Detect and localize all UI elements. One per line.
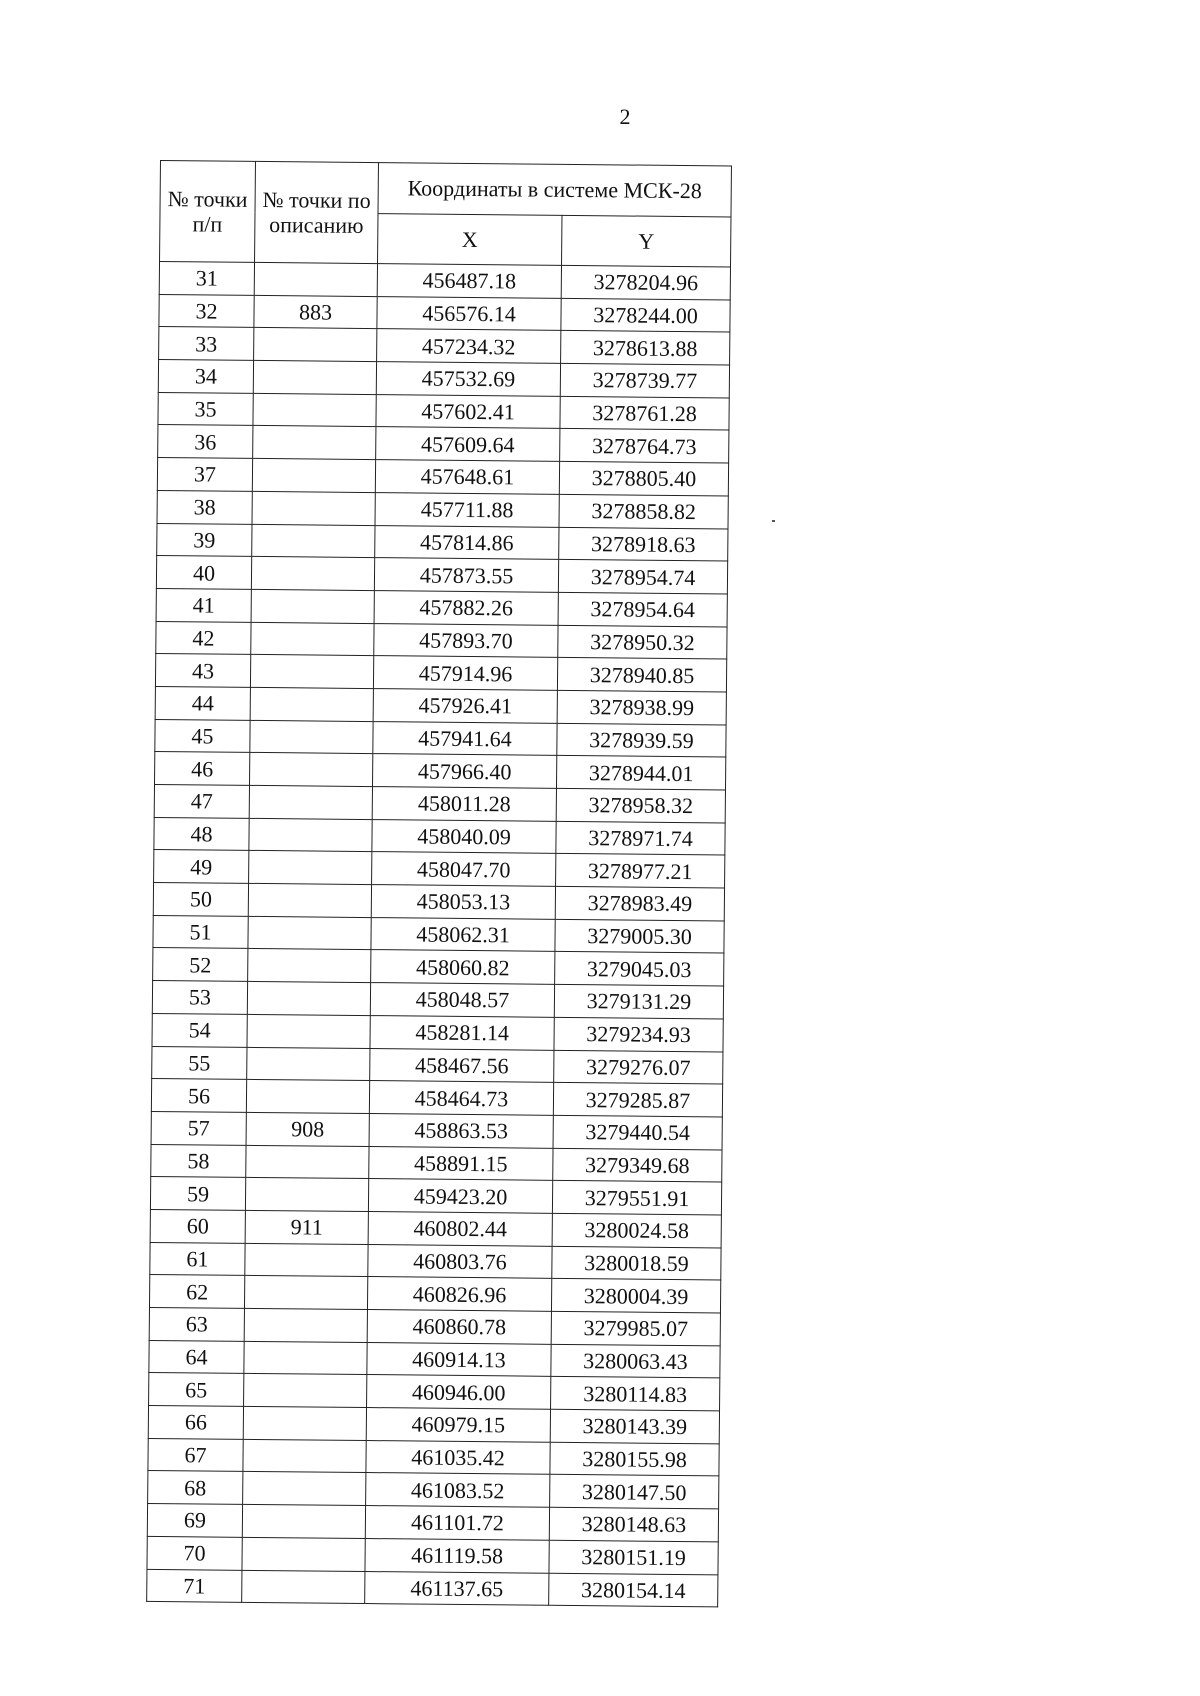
cell-y: 3278944.01 (556, 756, 725, 790)
cell-x: 457926.41 (373, 689, 557, 723)
cell-description-point (253, 360, 376, 394)
cell-description-point (253, 393, 376, 427)
cell-point-number: 68 (148, 1471, 243, 1505)
cell-description-point (243, 1406, 366, 1440)
cell-x: 457814.86 (375, 525, 559, 559)
cell-x: 458060.82 (371, 950, 555, 984)
cell-point-number: 71 (147, 1569, 242, 1603)
cell-x: 456487.18 (377, 264, 561, 298)
cell-description-point (242, 1537, 365, 1571)
cell-point-number: 67 (148, 1438, 243, 1472)
cell-x: 458053.13 (371, 885, 555, 919)
cell-description-point (253, 426, 376, 460)
cell-description-point (245, 1178, 368, 1212)
cell-point-number: 65 (149, 1373, 244, 1407)
table-row (154, 784, 725, 822)
cell-x: 458863.53 (369, 1113, 553, 1147)
cell-x: 457873.55 (374, 558, 558, 592)
cell-description-point (242, 1570, 365, 1604)
table-row (151, 1079, 722, 1117)
cell-y: 3279234.93 (554, 1017, 723, 1051)
cell-x: 460946.00 (367, 1375, 551, 1409)
table-row (156, 621, 727, 659)
cell-description-point (249, 851, 372, 885)
cell-y: 3278244.00 (561, 298, 730, 332)
cell-x: 456576.14 (377, 296, 561, 330)
cell-description-point (249, 818, 372, 852)
cell-description-point: 911 (245, 1210, 368, 1244)
cell-description-point: 908 (246, 1112, 369, 1146)
cell-x: 461101.72 (365, 1506, 549, 1540)
table-row (157, 458, 728, 496)
cell-y: 3280114.83 (551, 1377, 720, 1411)
cell-x: 461119.58 (365, 1538, 549, 1572)
cell-point-number: 54 (152, 1013, 247, 1047)
cell-y: 3279285.87 (553, 1083, 722, 1117)
cell-y: 3280148.63 (549, 1507, 718, 1541)
table-row (159, 262, 730, 300)
cell-y: 3278971.74 (556, 821, 725, 855)
cell-description-point (248, 883, 371, 917)
cell-x: 458062.31 (371, 917, 555, 951)
cell-y: 3279005.30 (555, 919, 724, 953)
cell-description-point (242, 1504, 365, 1538)
cell-y: 3279349.68 (553, 1148, 722, 1182)
cell-description-point (244, 1374, 367, 1408)
cell-point-number: 38 (157, 490, 252, 524)
table-row (149, 1307, 720, 1345)
cell-x: 457602.41 (376, 394, 560, 428)
cell-y: 3278983.49 (555, 886, 724, 920)
cell-x: 460979.15 (366, 1408, 550, 1442)
cell-description-point (249, 785, 372, 819)
cell-point-number: 45 (155, 719, 250, 753)
cell-y: 3279045.03 (555, 952, 724, 986)
cell-point-number: 43 (155, 654, 250, 688)
table-row (157, 490, 728, 528)
cell-description-point (251, 622, 374, 656)
cell-x: 457966.40 (372, 754, 556, 788)
cell-description-point (246, 1145, 369, 1179)
table-row (149, 1275, 720, 1313)
table-row (153, 915, 724, 953)
cell-point-number: 48 (154, 817, 249, 851)
cell-point-number: 59 (150, 1177, 245, 1211)
cell-point-number: 62 (149, 1275, 244, 1309)
cell-x: 460826.96 (367, 1277, 551, 1311)
cell-x: 457914.96 (373, 656, 557, 690)
cell-description-point: 883 (254, 295, 377, 329)
table-row (158, 360, 729, 398)
table-row (159, 294, 730, 332)
cell-y: 3278761.28 (560, 396, 729, 430)
cell-point-number: 46 (155, 752, 250, 786)
cell-x: 457234.32 (377, 329, 561, 363)
cell-x: 457941.64 (373, 721, 557, 755)
cell-description-point (244, 1341, 367, 1375)
cell-y: 3279440.54 (553, 1115, 722, 1149)
cell-x: 458040.09 (372, 819, 556, 853)
cell-y: 3278739.77 (560, 363, 729, 397)
cell-point-number: 33 (159, 327, 254, 361)
cell-point-number: 60 (150, 1209, 245, 1243)
header-row-top (160, 161, 731, 217)
cell-x: 461083.52 (366, 1473, 550, 1507)
table-row (153, 948, 724, 986)
cell-x: 457893.70 (374, 623, 558, 657)
cell-description-point (251, 557, 374, 591)
cell-description-point (254, 328, 377, 362)
cell-point-number: 55 (152, 1046, 247, 1080)
table-row (152, 981, 723, 1019)
cell-description-point (250, 687, 373, 721)
table-row (159, 327, 730, 365)
cell-y: 3278858.82 (559, 494, 728, 528)
cell-description-point (245, 1243, 368, 1277)
cell-point-number: 61 (150, 1242, 245, 1276)
cell-x: 457711.88 (375, 492, 559, 526)
cell-point-number: 41 (156, 588, 251, 622)
cell-description-point (248, 916, 371, 950)
table-row (149, 1373, 720, 1411)
cell-y: 3278613.88 (561, 331, 730, 365)
cell-description-point (246, 1080, 369, 1114)
cell-point-number: 50 (153, 883, 248, 917)
cell-description-point (250, 753, 373, 787)
cell-y: 3279276.07 (554, 1050, 723, 1084)
cell-point-number: 70 (147, 1536, 242, 1570)
cell-point-number: 52 (153, 948, 248, 982)
header-point-number: № точки п/п (160, 161, 256, 263)
header-description-point: № точки по описанию (255, 161, 379, 263)
coordinates-table-container (146, 160, 732, 1608)
cell-description-point (252, 491, 375, 525)
table-row (156, 588, 727, 626)
cell-point-number: 51 (153, 915, 248, 949)
table-row (148, 1406, 719, 1444)
cell-y: 3280154.14 (549, 1573, 718, 1607)
cell-x: 458464.73 (369, 1081, 553, 1115)
table-row (152, 1046, 723, 1084)
cell-x: 458048.57 (370, 983, 554, 1017)
cell-x: 457648.61 (375, 460, 559, 494)
cell-point-number: 63 (149, 1307, 244, 1341)
cell-x: 460803.76 (368, 1244, 552, 1278)
cell-description-point (243, 1439, 366, 1473)
cell-point-number: 34 (158, 360, 253, 394)
table-row (147, 1536, 718, 1574)
cell-point-number: 58 (151, 1144, 246, 1178)
cell-point-number: 47 (154, 784, 249, 818)
cell-description-point (252, 459, 375, 493)
table-row (155, 654, 726, 692)
cell-y: 3279551.91 (552, 1181, 721, 1215)
cell-y: 3280151.19 (549, 1540, 718, 1574)
cell-y: 3278938.99 (557, 690, 726, 724)
table-row (157, 523, 728, 561)
cell-x: 461137.65 (365, 1571, 549, 1605)
table-row (151, 1144, 722, 1182)
cell-x: 458281.14 (370, 1015, 554, 1049)
cell-x: 458047.70 (372, 852, 556, 886)
cell-point-number: 64 (149, 1340, 244, 1374)
cell-y: 3280155.98 (550, 1442, 719, 1476)
cell-x: 457609.64 (376, 427, 560, 461)
cell-x: 460802.44 (368, 1211, 552, 1245)
cell-x: 458891.15 (369, 1146, 553, 1180)
table-row (147, 1504, 718, 1542)
cell-point-number: 32 (159, 294, 254, 328)
cell-y: 3280004.39 (551, 1279, 720, 1313)
table-row (148, 1438, 719, 1476)
cell-point-number: 36 (158, 425, 253, 459)
cell-x: 457882.26 (374, 590, 558, 624)
cell-y: 3278958.32 (556, 788, 725, 822)
table-row (153, 883, 724, 921)
cell-point-number: 57 (151, 1111, 246, 1145)
table-row (150, 1209, 721, 1247)
table-body (147, 262, 731, 1608)
cell-point-number: 69 (147, 1504, 242, 1538)
cell-y: 3280063.43 (551, 1344, 720, 1378)
table-row (156, 556, 727, 594)
header-x: X (378, 214, 562, 266)
cell-point-number: 37 (157, 458, 252, 492)
cell-description-point (252, 524, 375, 558)
table-row (155, 752, 726, 790)
cell-description-point (247, 982, 370, 1016)
cell-y: 3278940.85 (557, 658, 726, 692)
cell-y: 3280143.39 (550, 1409, 719, 1443)
cell-y: 3280024.58 (552, 1213, 721, 1247)
cell-point-number: 44 (155, 686, 250, 720)
cell-point-number: 66 (148, 1406, 243, 1440)
cell-x: 460860.78 (367, 1310, 551, 1344)
cell-y: 3278977.21 (556, 854, 725, 888)
coordinates-table (146, 160, 732, 1608)
cell-y: 3278939.59 (557, 723, 726, 757)
cell-y: 3278950.32 (558, 625, 727, 659)
cell-y: 3279131.29 (554, 984, 723, 1018)
table-row (155, 719, 726, 757)
cell-description-point (250, 655, 373, 689)
table-row (158, 392, 729, 430)
header-y: Y (562, 215, 731, 267)
cell-description-point (247, 1047, 370, 1081)
cell-point-number: 31 (159, 262, 254, 296)
cell-description-point (254, 262, 377, 296)
cell-point-number: 49 (154, 850, 249, 884)
table-row (155, 686, 726, 724)
table-row (150, 1242, 721, 1280)
cell-x: 458011.28 (372, 787, 556, 821)
table-row (152, 1013, 723, 1051)
cell-point-number: 40 (156, 556, 251, 590)
cell-x: 461035.42 (366, 1440, 550, 1474)
cell-y: 3278918.63 (559, 527, 728, 561)
cell-y: 3279985.07 (551, 1311, 720, 1345)
cell-y: 3278805.40 (559, 461, 728, 495)
cell-x: 460914.13 (367, 1342, 551, 1376)
header-coordinates-group: Координаты в системе МСК-28 (378, 163, 731, 217)
table-row (151, 1111, 722, 1149)
cell-point-number: 39 (157, 523, 252, 557)
cell-description-point (244, 1308, 367, 1342)
cell-point-number: 35 (158, 392, 253, 426)
cell-y: 3278204.96 (561, 265, 730, 299)
cell-description-point (247, 1014, 370, 1048)
cell-x: 459423.20 (368, 1179, 552, 1213)
cell-description-point (250, 720, 373, 754)
cell-point-number: 56 (151, 1079, 246, 1113)
cell-description-point (251, 589, 374, 623)
cell-point-number: 53 (152, 981, 247, 1015)
table-row (154, 817, 725, 855)
scan-speck (772, 520, 775, 522)
cell-y: 3280018.59 (552, 1246, 721, 1280)
table-row (158, 425, 729, 463)
cell-x: 457532.69 (376, 362, 560, 396)
cell-description-point (248, 949, 371, 983)
table-row (148, 1471, 719, 1509)
cell-y: 3278954.74 (558, 560, 727, 594)
cell-y: 3278954.64 (558, 592, 727, 626)
cell-description-point (244, 1276, 367, 1310)
table-row (149, 1340, 720, 1378)
table-row (147, 1569, 718, 1607)
cell-point-number: 42 (156, 621, 251, 655)
table-row (150, 1177, 721, 1215)
cell-description-point (243, 1472, 366, 1506)
cell-y: 3278764.73 (560, 429, 729, 463)
page-number: 2 (619, 104, 631, 129)
cell-x: 458467.56 (370, 1048, 554, 1082)
cell-y: 3280147.50 (550, 1475, 719, 1509)
table-row (154, 850, 725, 888)
